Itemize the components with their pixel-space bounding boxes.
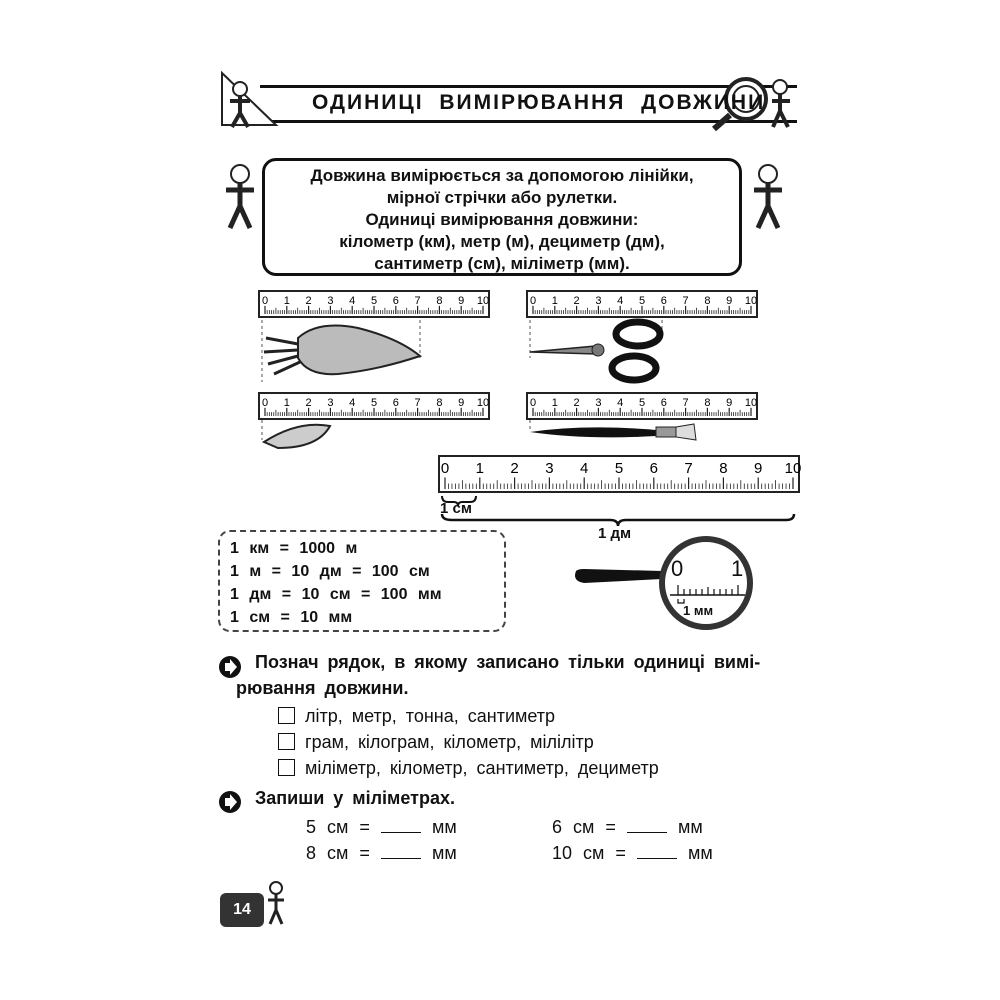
task1-text-line2: рювання довжини. — [236, 678, 409, 698]
ruler-tick-label: 5 — [370, 295, 378, 307]
set-square-boy-icon — [218, 67, 282, 131]
checkbox[interactable] — [278, 707, 295, 724]
task1-option[interactable] — [278, 758, 659, 779]
option-label: міліметр, кілометр, сантиметр, дециметр — [305, 758, 659, 778]
info-line: Одиниці вимірювання довжини: — [365, 210, 639, 229]
ruler-tick-label: 0 — [261, 397, 269, 409]
ruler-tick-label: 8 — [704, 295, 711, 307]
exercise-unit: мм — [431, 843, 457, 863]
ruler-tick-label: 7 — [682, 295, 689, 307]
ruler-tick-label: 4 — [617, 397, 624, 409]
answer-blank[interactable] — [381, 818, 421, 833]
ruler-tick-label: 1 — [551, 295, 558, 307]
ruler-tick-label: 6 — [649, 460, 658, 477]
conversion-line: 1 м = 10 дм = 100 см — [230, 563, 430, 580]
ruler-tick-label: 0 — [261, 295, 269, 307]
ruler-tick-label: 6 — [392, 397, 399, 409]
ruler-tick-label: 1 — [283, 397, 290, 409]
magnifier-tick-0: 0 — [671, 556, 684, 581]
cm-label: 1 см — [440, 500, 472, 517]
conversion-exercise — [552, 817, 703, 838]
magnifier-tick-1: 1 — [731, 556, 744, 581]
checkbox[interactable] — [278, 733, 295, 750]
conversion-exercise — [306, 817, 457, 838]
ruler-tick-label: 3 — [545, 460, 554, 477]
task1-option[interactable] — [278, 706, 555, 727]
ruler-tick-label: 8 — [436, 397, 443, 409]
ruler-tick-label: 5 — [638, 295, 646, 307]
ruler-tick-label: 8 — [719, 460, 728, 477]
exercise-left: 6 см = — [552, 817, 616, 837]
ruler-tick-label: 4 — [349, 295, 356, 307]
ruler-tick-label: 2 — [573, 397, 580, 409]
option-label: грам, кілограм, кілометр, мілілітр — [305, 732, 594, 752]
paintbrush-icon — [526, 420, 706, 444]
ruler-tick-label: 1 — [551, 397, 558, 409]
page-number: 14 — [220, 893, 264, 927]
ruler-tick-label: 8 — [704, 397, 711, 409]
answer-blank[interactable] — [627, 818, 667, 833]
ruler-tick-label: 9 — [726, 397, 733, 409]
conversion-line: 1 км = 1000 м — [230, 540, 358, 557]
info-line: Довжина вимірюється за допомогою лінійки, — [310, 166, 694, 185]
ruler-carrot — [258, 290, 490, 318]
info-line: сантиметр (см), міліметр (мм). — [374, 254, 630, 273]
ruler-tick-label: 3 — [595, 295, 602, 307]
arrow-bullet-icon — [218, 790, 242, 814]
exercise-unit: мм — [431, 817, 457, 837]
ruler-tick-label: 6 — [660, 295, 667, 307]
answer-blank[interactable] — [637, 844, 677, 859]
mm-label: 1 мм — [683, 603, 714, 618]
exercise-left: 8 см = — [306, 843, 370, 863]
ruler-tick-label: 7 — [414, 397, 421, 409]
ruler-tick-label: 3 — [595, 397, 602, 409]
ruler-tick-label: 1 — [283, 295, 290, 307]
ruler-tick-label: 4 — [580, 460, 589, 477]
exercise-unit: мм — [687, 843, 713, 863]
option-label: літр, метр, тонна, сантиметр — [305, 706, 556, 726]
dm-label: 1 дм — [598, 525, 632, 542]
ruler-tick-label: 9 — [726, 295, 733, 307]
ruler-tick-label: 2 — [305, 397, 312, 409]
exercise-left: 5 см = — [306, 817, 370, 837]
ruler-brush — [526, 392, 758, 420]
ruler-tick-label: 2 — [510, 460, 519, 477]
checkbox[interactable] — [278, 759, 295, 776]
page-title: ОДИНИЦІ ВИМІРЮВАННЯ ДОВЖИНИ — [312, 91, 766, 114]
task2-title: Запиши у міліметрах. — [255, 788, 455, 808]
conversion-line: 1 см = 10 мм — [230, 609, 353, 626]
ruler-tick-label: 9 — [458, 397, 465, 409]
exercise-unit: мм — [677, 817, 703, 837]
pea-pod-icon — [258, 420, 338, 452]
ruler-tick-label: 0 — [529, 295, 537, 307]
ruler-tick-label: 4 — [617, 295, 624, 307]
conversion-line: 1 дм = 10 см = 100 мм — [230, 586, 442, 603]
ruler-tick-label: 8 — [436, 295, 443, 307]
ruler-tick-label: 7 — [414, 295, 421, 307]
conversion-exercise — [552, 843, 713, 864]
ruler-tick-label: 6 — [392, 295, 399, 307]
ruler-tick-label: 5 — [614, 460, 624, 477]
ruler-tick-label: 3 — [327, 295, 334, 307]
boy-left-icon — [214, 160, 266, 232]
ruler-tick-label: 5 — [370, 397, 378, 409]
ruler-scissors — [526, 290, 758, 318]
puzzle-boy-icon — [262, 880, 290, 926]
ruler-tick-label: 10 — [476, 295, 490, 307]
conversion-exercise — [306, 843, 457, 864]
ruler-tick-label: 0 — [440, 460, 450, 477]
big-ruler — [438, 455, 800, 493]
ruler-tick-label: 4 — [349, 397, 356, 409]
ruler-tick-label: 10 — [476, 397, 490, 409]
task1-text-line1: Познач рядок, в якому записано тільки одиниці вимі- — [255, 652, 761, 672]
info-line: кілометр (км), метр (м), дециметр (дм), — [339, 232, 665, 251]
ruler-tick-label: 5 — [638, 397, 646, 409]
magnifier-icon — [570, 535, 760, 635]
arrow-bullet-icon — [218, 655, 242, 679]
ruler-tick-label: 6 — [660, 397, 667, 409]
boy-right-icon — [742, 160, 794, 232]
ruler-tick-label: 0 — [529, 397, 537, 409]
ruler-tick-label: 2 — [573, 295, 580, 307]
title-banner — [222, 85, 797, 125]
ruler-tick-label: 10 — [784, 460, 802, 477]
ruler-tick-label: 9 — [754, 460, 763, 477]
info-line: мірної стрічки або рулетки. — [386, 188, 618, 207]
ruler-tick-label: 10 — [744, 397, 758, 409]
task1-option[interactable] — [278, 732, 594, 753]
scissors-icon — [526, 318, 666, 384]
ruler-tick-label: 7 — [682, 397, 689, 409]
info-box — [262, 158, 742, 276]
carrot-icon — [258, 318, 428, 384]
exercise-left: 10 см = — [552, 843, 626, 863]
conversion-box — [218, 530, 506, 632]
ruler-tick-label: 10 — [744, 295, 758, 307]
ruler-tick-label: 9 — [458, 295, 465, 307]
ruler-tick-label: 2 — [305, 295, 312, 307]
answer-blank[interactable] — [381, 844, 421, 859]
ruler-tick-label: 3 — [327, 397, 334, 409]
ruler-tick-label: 7 — [684, 460, 693, 477]
ruler-pea — [258, 392, 490, 420]
ruler-tick-label: 1 — [475, 460, 484, 477]
